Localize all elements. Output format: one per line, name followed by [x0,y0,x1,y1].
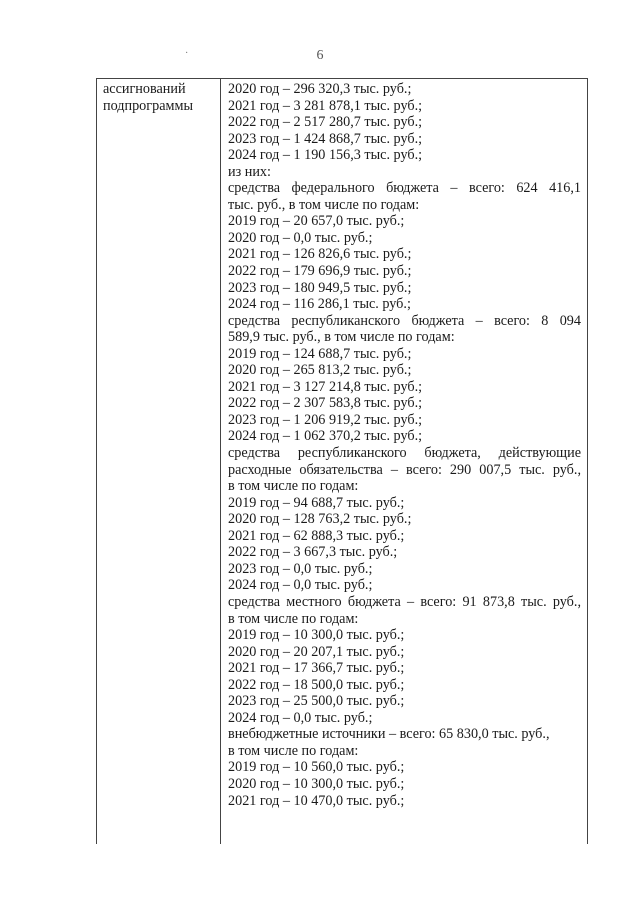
budget-line: 2019 год – 94 688,7 тыс. руб.; [228,494,405,511]
budget-line: 2022 год – 2 517 280,7 тыс. руб.; [228,114,423,131]
budget-line: 2020 год – 128 763,2 тыс. руб.; [228,511,412,528]
budget-line: 2023 год – 1 206 919,2 тыс. руб.; [228,411,423,428]
budget-line: 2020 год – 265 813,2 тыс. руб.; [228,362,412,379]
budget-line: в том числе по годам: [228,742,359,759]
budget-line: 2024 год – 1 190 156,3 тыс. руб.; [228,147,423,164]
budget-line: 2024 год – 116 286,1 тыс. руб.; [228,296,411,313]
budget-line: 2019 год – 20 657,0 тыс. руб.; [228,213,405,230]
budget-line: 2024 год – 1 062 370,2 тыс. руб.; [228,428,423,445]
budget-line: 2023 год – 25 500,0 тыс. руб.; [228,693,405,710]
budget-line: 2019 год – 10 560,0 тыс. руб.; [228,759,405,776]
budget-line: средства федерального бюджета – всего: 624 416,1 [228,180,581,197]
scan-dot-mark: · [185,48,189,59]
budget-line: 589,9 тыс. руб., в том числе по годам: [228,329,455,346]
budget-line: в том числе по годам: [228,610,359,627]
budget-line: средства местного бюджета – всего: 91 873,8 тыс. руб., [228,593,581,610]
page-number: 6 [316,48,324,63]
budget-line: расходные обязательства – всего: 290 007,5 тыс. руб., [228,461,581,478]
budget-line: 2024 год – 0,0 тыс. руб.; [228,577,373,594]
left-label-line: ассигнований [103,81,186,97]
budget-line: 2021 год – 3 127 214,8 тыс. руб.; [228,378,423,395]
budget-table [96,78,588,844]
budget-line: 2021 год – 62 888,3 тыс. руб.; [228,527,405,544]
left-label-line: подпрограммы [103,97,193,114]
budget-line: внебюджетные источники – всего: 65 830,0 тыс. руб., [228,726,550,743]
budget-line: 2019 год – 10 300,0 тыс. руб.; [228,627,405,644]
budget-line: 2021 год – 17 366,7 тыс. руб.; [228,660,405,677]
budget-line: 2020 год – 0,0 тыс. руб.; [228,229,373,246]
table-left-column [97,79,221,844]
budget-line: 2022 год – 179 696,9 тыс. руб.; [228,263,412,280]
budget-line: из них: [228,163,271,180]
budget-line: 2021 год – 126 826,6 тыс. руб.; [228,246,412,263]
budget-line: 2022 год – 18 500,0 тыс. руб.; [228,676,405,693]
budget-line: 2020 год – 10 300,0 тыс. руб.; [228,775,405,792]
budget-line: 2019 год – 124 688,7 тыс. руб.; [228,345,412,362]
budget-line: 2021 год – 3 281 878,1 тыс. руб.; [228,97,423,114]
budget-line: 2020 год – 20 207,1 тыс. руб.; [228,643,405,660]
budget-line: тыс. руб., в том числе по годам: [228,196,420,213]
budget-line: средства республиканского бюджета, действующие [228,445,581,462]
budget-line: 2023 год – 1 424 868,7 тыс. руб.; [228,130,423,147]
budget-line: средства республиканского бюджета – всего: 8 094 [228,312,581,329]
budget-line: в том числе по годам: [228,478,359,495]
budget-line: 2020 год – 296 320,3 тыс. руб.; [228,81,412,97]
budget-line: 2021 год – 10 470,0 тыс. руб.; [228,792,405,809]
budget-line: 2023 год – 0,0 тыс. руб.; [228,560,373,577]
table-right-column [228,79,581,844]
budget-line: 2023 год – 180 949,5 тыс. руб.; [228,279,412,296]
budget-line: 2022 год – 3 667,3 тыс. руб.; [228,544,398,561]
budget-line: 2022 год – 2 307 583,8 тыс. руб.; [228,395,423,412]
budget-line: 2024 год – 0,0 тыс. руб.; [228,709,373,726]
